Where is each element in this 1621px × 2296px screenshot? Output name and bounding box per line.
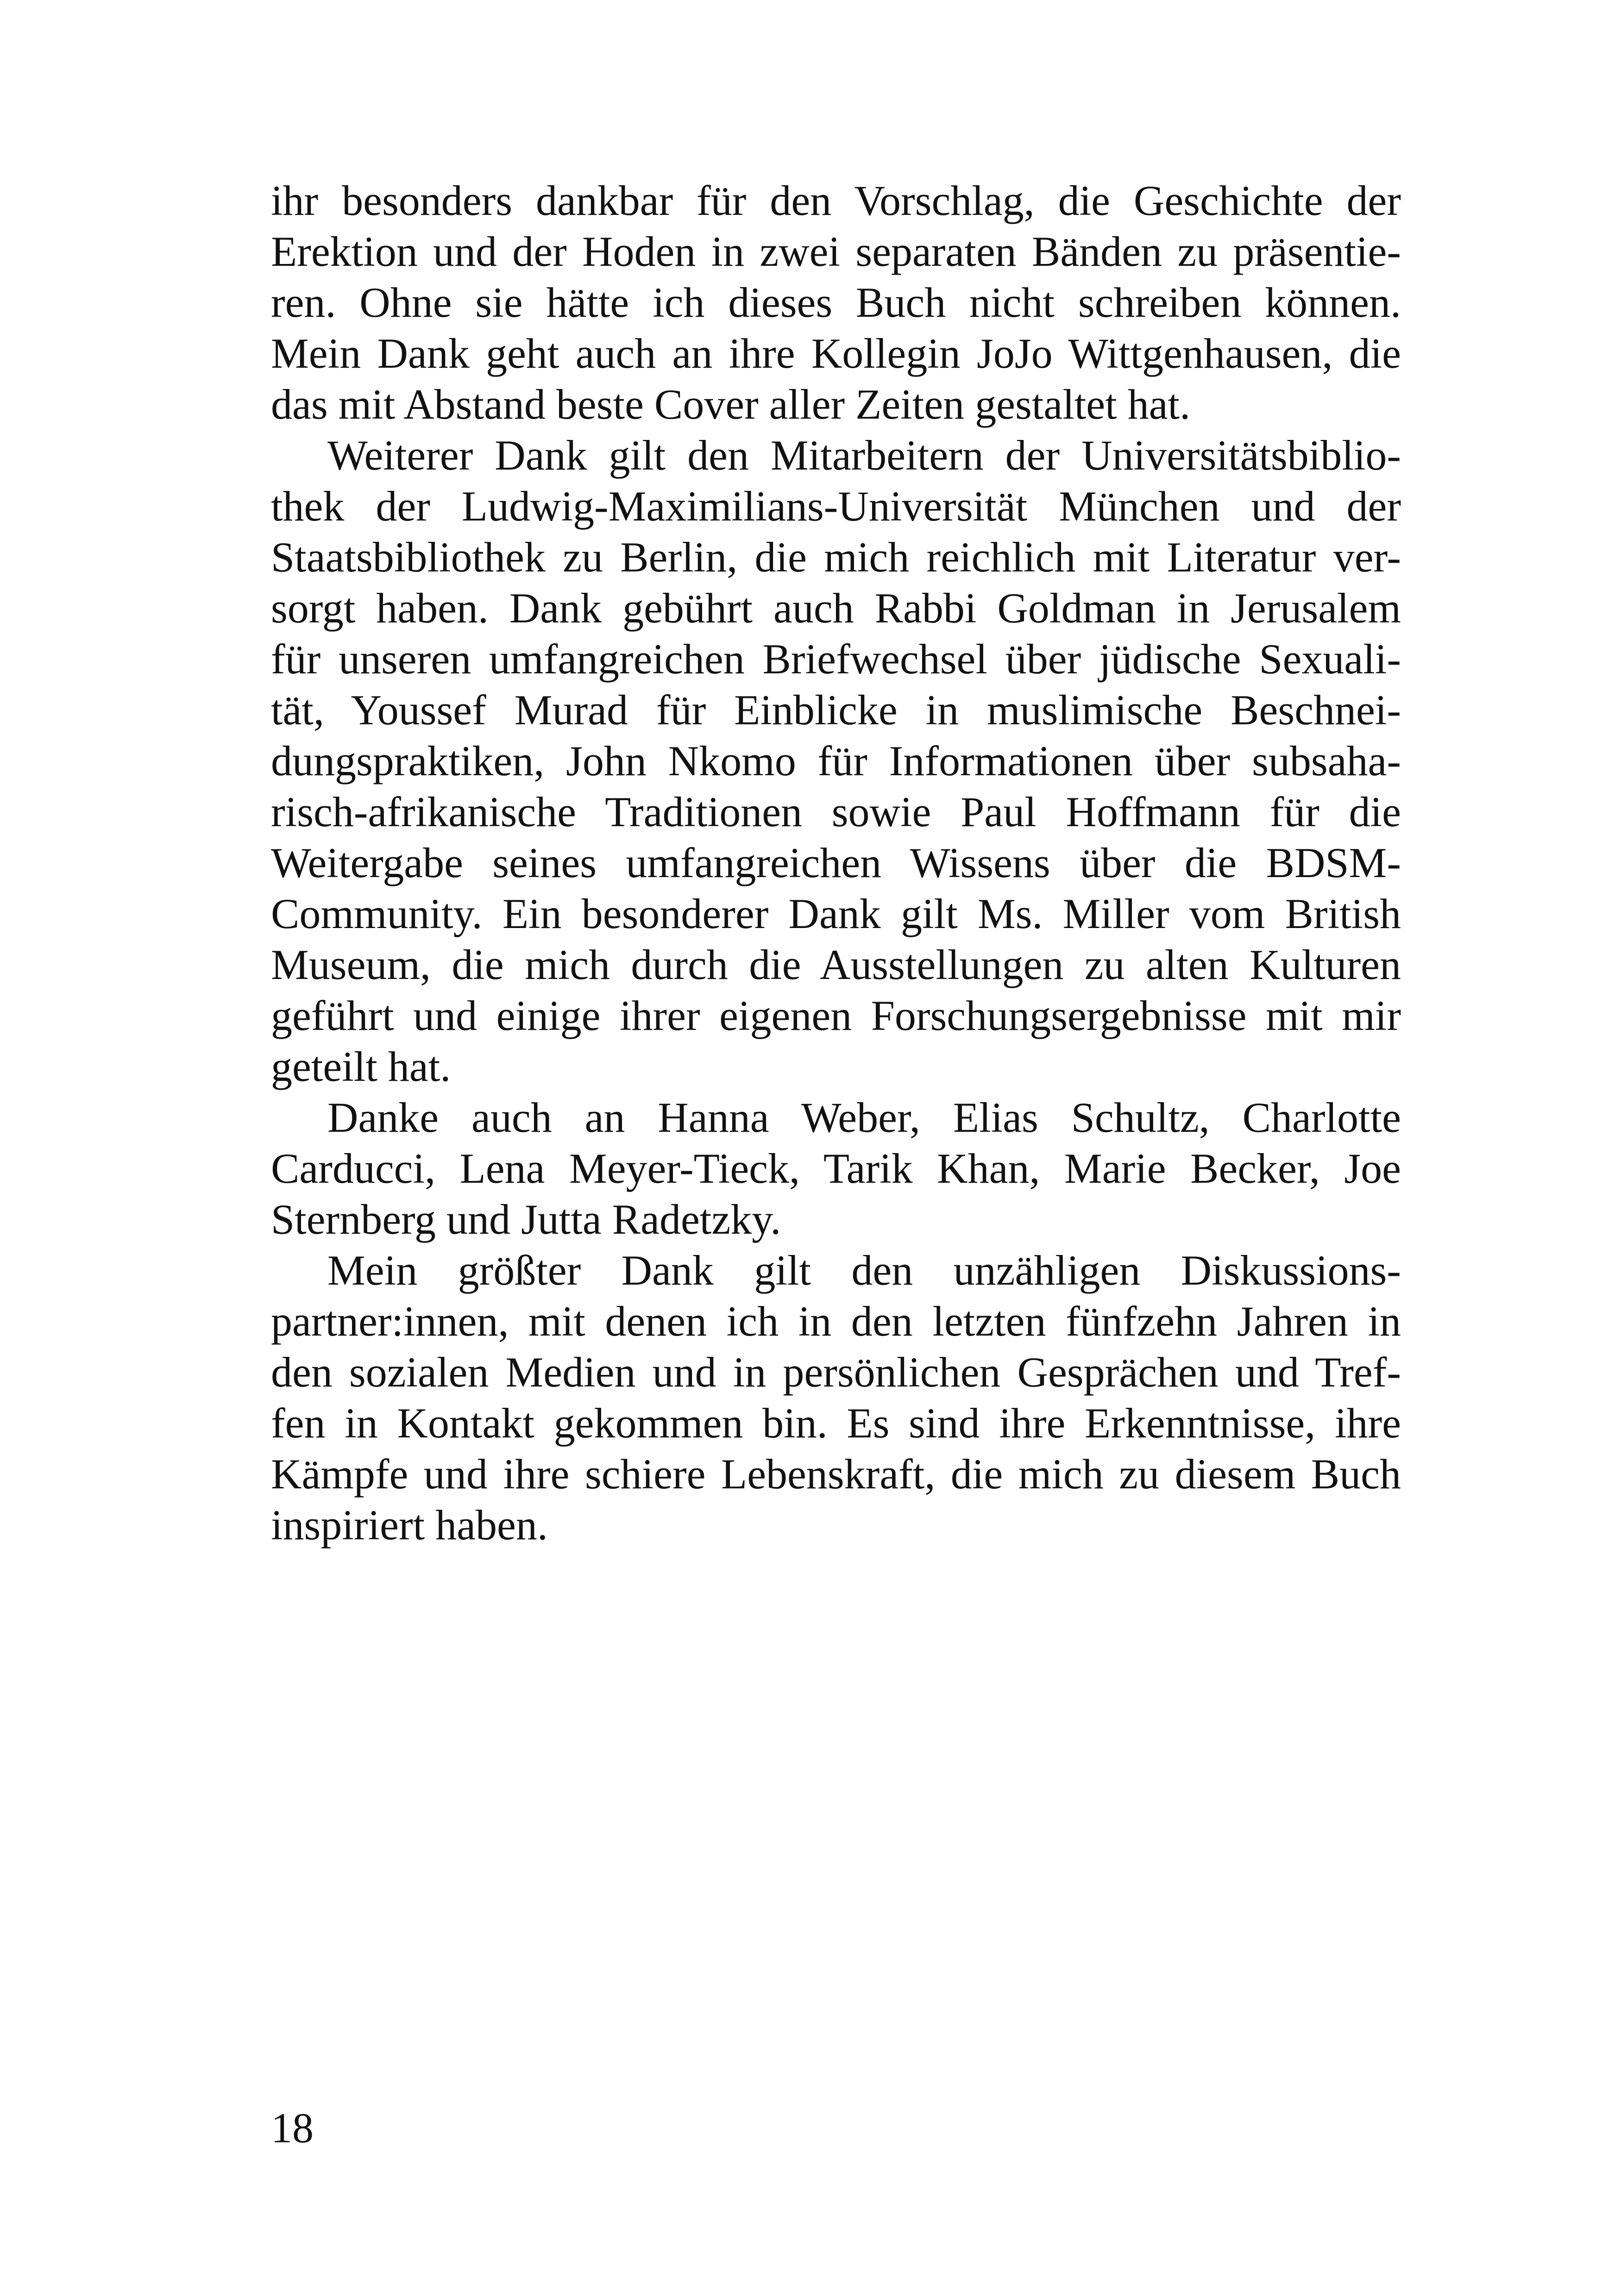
text-line: Community. Ein besonderer Dank gilt Ms. Miller vom British [271,890,1401,937]
text-line: Staatsbibliothek zu Berlin, die mich reichlich mit Literatur ver- [271,533,1401,581]
text-line: Weitergabe seines umfangreichen Wissens über die BDSM- [271,839,1401,886]
text-line: tät, Youssef Murad für Einblicke in muslimische Beschnei- [271,686,1401,734]
text-line: dungspraktiken, John Nkomo für Informationen über subsaha- [271,737,1401,784]
text-line: risch-afrikanische Traditionen sowie Paul Hoffmann für die [271,788,1401,835]
body-text [271,175,1401,1550]
text-line: Kämpfe und ihre schiere Lebenskraft, die mich zu diesem Buch [271,1450,1401,1498]
text-line: inspiriert haben. [271,1501,548,1549]
text-line: geführt und einige ihrer eigenen Forschungsergebnisse mit mir [271,992,1401,1039]
paragraph-acknowledgment-names [271,1092,1401,1245]
paragraph-acknowledgment-libraries [271,430,1401,1092]
text-line: thek der Ludwig-Maximilians-Universität München und der [271,483,1401,530]
text-line: für unseren umfangreichen Briefwechsel über jüdische Sexuali- [271,635,1401,683]
text-line: ren. Ohne sie hätte ich dieses Buch nicht schreiben können. [271,279,1401,326]
paragraph-acknowledgment-editor [271,175,1401,430]
text-line: Carducci, Lena Meyer-Tieck, Tarik Khan, Marie Becker, Joe [271,1145,1401,1192]
page-number: 18 [271,2104,314,2152]
text-line: geteilt hat. [271,1043,451,1090]
paragraph-acknowledgment-discussion-partners [271,1245,1401,1550]
text-line: Museum, die mich durch die Ausstellungen zu alten Kulturen [271,941,1401,988]
text-line: Danke auch an Hanna Weber, Elias Schultz, Charlotte [327,1094,1401,1141]
text-line: den sozialen Medien und in persönlichen Gesprächen und Tref- [271,1349,1401,1396]
text-line: sorgt haben. Dank gebührt auch Rabbi Goldman in Jerusalem [271,584,1401,632]
text-line: Mein Dank geht auch an ihre Kollegin JoJo Wittgenhausen, die [271,330,1401,377]
text-line: fen in Kontakt gekommen bin. Es sind ihre Erkenntnisse, ihre [271,1399,1401,1447]
text-line: das mit Abstand beste Cover aller Zeiten gestaltet hat. [271,381,1191,428]
text-line: ihr besonders dankbar für den Vorschlag, die Geschichte der [271,177,1401,224]
text-line: Sternberg und Jutta Radetzky. [271,1196,781,1243]
text-line: partner:innen, mit denen ich in den letzten fünfzehn Jahren in [271,1298,1401,1345]
text-line: Erektion und der Hoden in zwei separaten Bänden zu präsentie- [271,228,1401,275]
text-line: Mein größter Dank gilt den unzähligen Diskussions- [327,1247,1401,1294]
text-line: Weiterer Dank gilt den Mitarbeitern der Universitätsbiblio- [327,432,1401,479]
